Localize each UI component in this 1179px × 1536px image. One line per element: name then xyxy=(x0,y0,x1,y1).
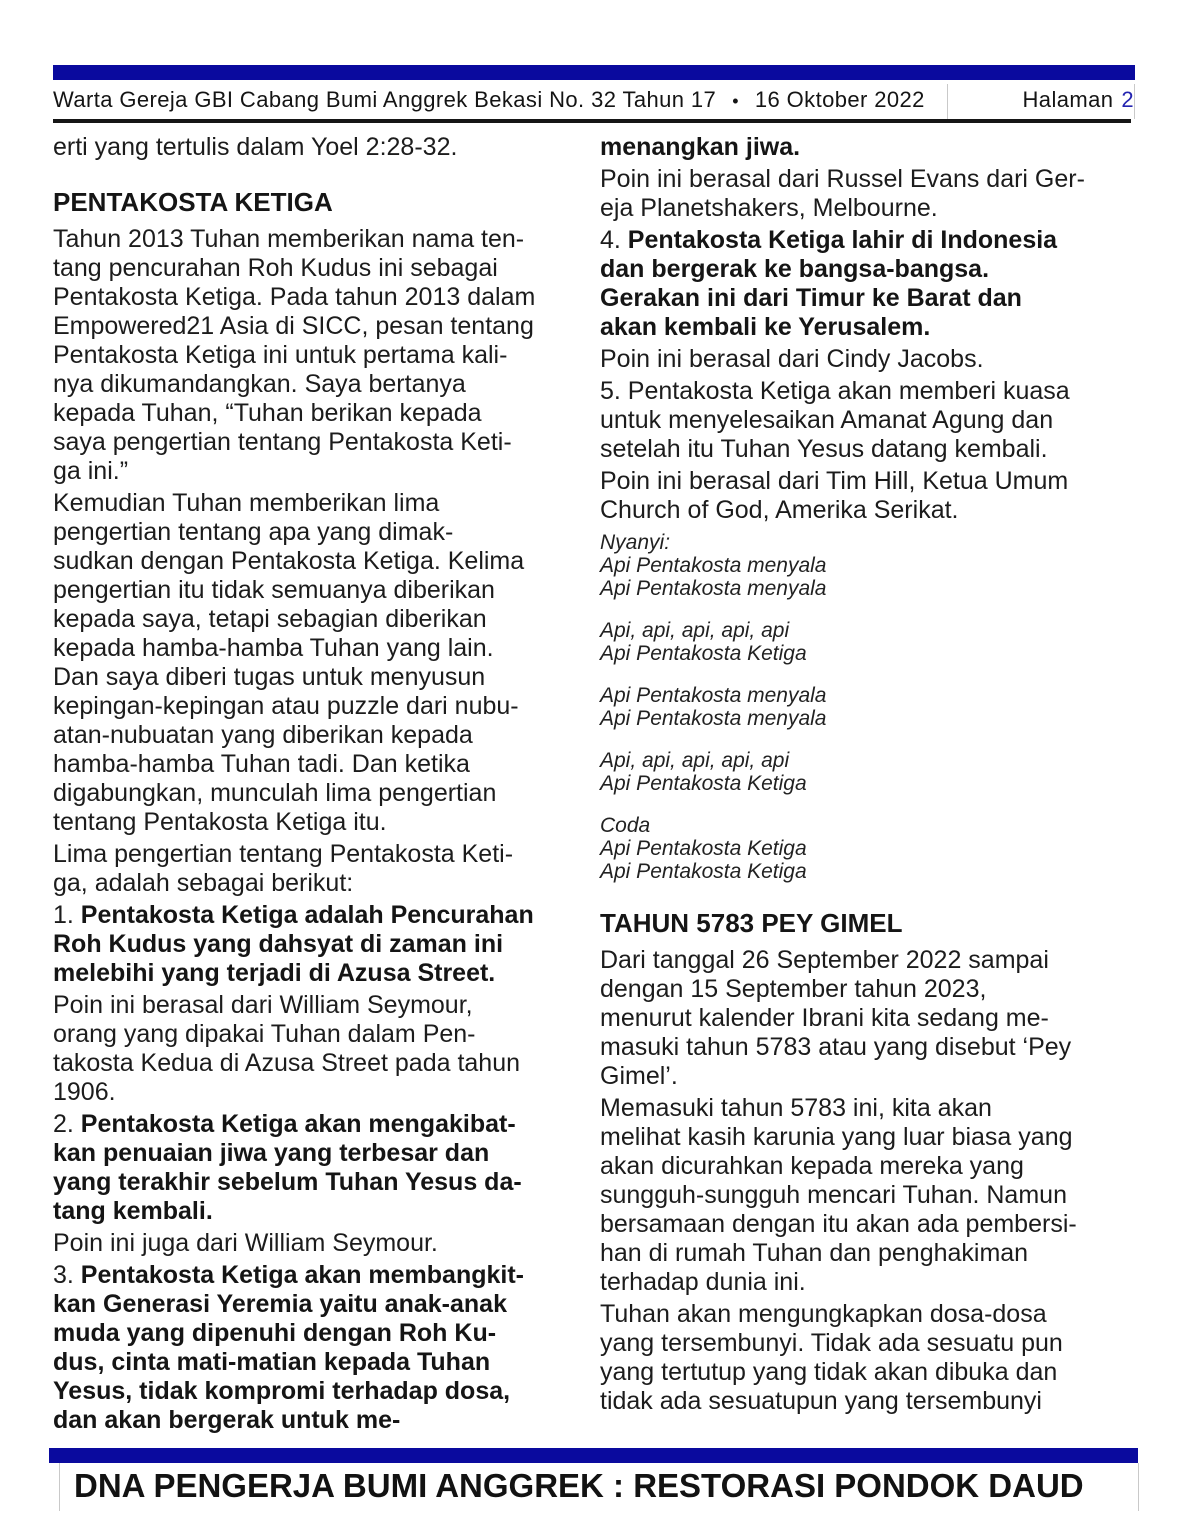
text-line: dengan 15 September tahun 2023, xyxy=(600,975,987,1003)
text-line: terhadap dunia ini. xyxy=(600,1268,806,1296)
text-line: pengertian tentang apa yang dimak- xyxy=(53,518,454,546)
right-column xyxy=(600,133,1140,1419)
text-line: muda yang dipenuhi dengan Roh Ku- xyxy=(53,1319,497,1347)
paragraph xyxy=(53,489,575,837)
header-rule xyxy=(53,119,1131,123)
paragraph xyxy=(600,467,1140,525)
footer-blue-bar xyxy=(49,1448,1138,1463)
text-line: yang terakhir sebelum Tuhan Yesus da- xyxy=(53,1168,522,1196)
paragraph xyxy=(600,377,1140,464)
item-text: Pentakosta Ketiga adalah Pencurahan xyxy=(80,901,534,929)
header-meta-row xyxy=(53,87,1134,113)
text-line: digabungkan, munculah lima pengertian xyxy=(53,779,497,807)
paragraph xyxy=(600,165,1140,223)
page-label: Halaman xyxy=(1022,87,1114,112)
text-line: menurut kalender Ibrani kita sedang me- xyxy=(600,1004,1049,1032)
text-line: dus, cinta mati-matian kepada Tuhan xyxy=(53,1348,491,1376)
footer-left-divider xyxy=(59,1463,60,1511)
text-line: PENTAKOSTA KETIGA xyxy=(53,187,333,217)
item-number: 5. xyxy=(600,377,628,405)
text-line: takosta Kedua di Azusa Street pada tahun xyxy=(53,1049,521,1077)
song-line: Api Pentakosta menyala xyxy=(600,684,827,707)
text-line: sudkan dengan Pentakosta Ketiga. Kelima xyxy=(53,547,525,575)
text-line: melihat kasih karunia yang luar biasa yang xyxy=(600,1123,1073,1151)
song-line: Api Pentakosta menyala xyxy=(600,707,827,730)
text-line: Poin ini berasal dari William Seymour, xyxy=(53,991,473,1019)
bullet-separator-icon: • xyxy=(732,91,739,111)
left-column xyxy=(53,133,575,1438)
text-line: menangkan jiwa. xyxy=(600,133,801,161)
text-line: dan bergerak ke bangsa-bangsa. xyxy=(600,255,990,283)
text-line xyxy=(53,1110,575,1139)
song-line: Api Pentakosta menyala xyxy=(600,577,827,600)
text-line: Lima pengertian tentang Pentakosta Keti- xyxy=(53,840,514,868)
text-line: Poin ini berasal dari Russel Evans dari Ger- xyxy=(600,165,1085,193)
text-line: Pentakosta Ketiga ini untuk pertama kali- xyxy=(53,341,508,369)
text-line: erti yang tertulis dalam Yoel 2:28-32. xyxy=(53,133,458,161)
text-line: Tahun 2013 Tuhan memberikan nama ten- xyxy=(53,225,525,253)
section-heading xyxy=(53,188,575,217)
text-line: atan-nubuatan yang diberikan kepada xyxy=(53,721,473,749)
text-line: Poin ini juga dari William Seymour. xyxy=(53,1229,438,1257)
paragraph xyxy=(53,991,575,1107)
paragraph xyxy=(53,840,575,898)
paragraph xyxy=(53,1261,575,1435)
text-line: tentang Pentakosta Ketiga itu. xyxy=(53,808,387,836)
paragraph xyxy=(600,345,1140,374)
stanza xyxy=(600,814,1140,883)
issue-date: 16 Oktober 2022 xyxy=(754,87,925,112)
item-text: Pentakosta Ketiga akan memberi kuasa xyxy=(627,377,1070,405)
text-line: Gerakan ini dari Timur ke Barat dan xyxy=(600,284,1022,312)
paragraph xyxy=(53,1229,575,1258)
text-line: Kemudian Tuhan memberikan lima xyxy=(53,489,440,517)
text-line: Church of God, Amerika Serikat. xyxy=(600,496,959,524)
text-line: hamba-hamba Tuhan tadi. Dan ketika xyxy=(53,750,470,778)
text-line: dan akan bergerak untuk me- xyxy=(53,1406,401,1434)
item-number: 2. xyxy=(53,1110,81,1138)
text-line: untuk menyelesaikan Amanat Agung dan xyxy=(600,406,1054,434)
page-number: 2 xyxy=(1121,87,1134,112)
song-lyrics xyxy=(600,531,1140,883)
text-line: kan Generasi Yeremia yaitu anak-anak xyxy=(53,1290,507,1318)
section-heading xyxy=(600,909,1140,938)
stanza xyxy=(600,531,1140,600)
song-line: Coda xyxy=(600,814,651,837)
text-line: Roh Kudus yang dahsyat di zaman ini xyxy=(53,930,504,958)
text-line: ga ini.” xyxy=(53,457,129,485)
text-line: Gimel’. xyxy=(600,1062,678,1090)
text-line: Dan saya diberi tugas untuk menyusun xyxy=(53,663,486,691)
stanza xyxy=(600,749,1140,795)
text-line: Tuhan akan mengungkapkan dosa-dosa xyxy=(600,1300,1047,1328)
text-line: pengertian itu tidak semuanya diberikan xyxy=(53,576,495,604)
text-line: 1906. xyxy=(53,1078,116,1106)
bulletin-title: Warta Gereja GBI Cabang Bumi Anggrek Bekasi No. 32 Tahun 17 xyxy=(53,87,717,112)
text-line: masuki tahun 5783 atau yang disebut ‘Pey xyxy=(600,1033,1072,1061)
header-blue-bar xyxy=(53,65,1135,80)
song-line: Api Pentakosta Ketiga xyxy=(600,860,807,883)
song-line: Api Pentakosta Ketiga xyxy=(600,642,807,665)
song-line: Api Pentakosta menyala xyxy=(600,554,827,577)
song-line: Nyanyi: xyxy=(600,531,671,554)
paragraph xyxy=(600,226,1140,342)
text-line: bersamaan dengan itu akan ada pembersi- xyxy=(600,1210,1077,1238)
stanza xyxy=(600,684,1140,730)
text-line: sungguh-sungguh mencari Tuhan. Namun xyxy=(600,1181,1067,1209)
text-line: kepada hamba-hamba Tuhan yang lain. xyxy=(53,634,494,662)
footer-right-divider xyxy=(1138,1463,1139,1511)
paragraph xyxy=(600,133,1140,162)
text-line: ga, adalah sebagai berikut: xyxy=(53,869,354,897)
paragraph xyxy=(600,1094,1140,1297)
text-line xyxy=(53,1261,575,1290)
item-number: 3. xyxy=(53,1261,81,1289)
text-line: kepingan-kepingan atau puzzle dari nubu- xyxy=(53,692,519,720)
text-line: nya dikumandangkan. Saya bertanya xyxy=(53,370,466,398)
paragraph xyxy=(53,133,575,162)
song-line: Api Pentakosta Ketiga xyxy=(600,772,807,795)
item-text: Pentakosta Ketiga akan membangkit- xyxy=(80,1261,524,1289)
text-line: tidak ada sesuatupun yang tersembunyi xyxy=(600,1387,1042,1415)
text-line: kan penuaian jiwa yang terbesar dan xyxy=(53,1139,490,1167)
item-number: 4. xyxy=(600,226,628,254)
text-line: Poin ini berasal dari Cindy Jacobs. xyxy=(600,345,984,373)
paragraph xyxy=(53,225,575,486)
text-line: tang pencurahan Roh Kudus ini sebagai xyxy=(53,254,498,282)
text-line: eja Planetshakers, Melbourne. xyxy=(600,194,938,222)
text-line: Memasuki tahun 5783 ini, kita akan xyxy=(600,1094,992,1122)
stanza xyxy=(600,619,1140,665)
paragraph xyxy=(53,1110,575,1226)
footer-slogan: DNA PENGERJA BUMI ANGGREK : RESTORASI PONDOK DAUD xyxy=(74,1467,1084,1504)
text-line: yang tertutup yang tidak akan dibuka dan xyxy=(600,1358,1058,1386)
text-line: akan kembali ke Yerusalem. xyxy=(600,313,931,341)
text-line: setelah itu Tuhan Yesus datang kembali. xyxy=(600,435,1048,463)
song-line: Api, api, api, api, api xyxy=(600,619,790,642)
text-line: Pentakosta Ketiga. Pada tahun 2013 dalam xyxy=(53,283,536,311)
text-line: tang kembali. xyxy=(53,1197,213,1225)
text-line: orang yang dipakai Tuhan dalam Pen- xyxy=(53,1020,476,1048)
text-line: melebihi yang terjadi di Azusa Street. xyxy=(53,959,496,987)
item-number: 1. xyxy=(53,901,81,929)
text-line: Yesus, tidak kompromi terhadap dosa, xyxy=(53,1377,511,1405)
text-line: yang tersembunyi. Tidak ada sesuatu pun xyxy=(600,1329,1063,1357)
song-line: Api, api, api, api, api xyxy=(600,749,790,772)
item-text: Pentakosta Ketiga lahir di Indonesia xyxy=(627,226,1058,254)
text-line: Poin ini berasal dari Tim Hill, Ketua Umum xyxy=(600,467,1069,495)
text-line: Empowered21 Asia di SICC, pesan tentang xyxy=(53,312,534,340)
song-line: Api Pentakosta Ketiga xyxy=(600,837,807,860)
paragraph xyxy=(53,901,575,988)
text-line xyxy=(600,226,1140,255)
text-line: akan dicurahkan kepada mereka yang xyxy=(600,1152,1024,1180)
header-right-divider xyxy=(1134,84,1135,119)
paragraph xyxy=(600,946,1140,1091)
text-line: Dari tanggal 26 September 2022 sampai xyxy=(600,946,1049,974)
text-line: kepada saya, tetapi sebagian diberikan xyxy=(53,605,487,633)
text-line xyxy=(600,377,1140,406)
text-line: kepada Tuhan, “Tuhan berikan kepada xyxy=(53,399,482,427)
text-line: TAHUN 5783 PEY GIMEL xyxy=(600,908,903,938)
text-line: saya pengertian tentang Pentakosta Keti- xyxy=(53,428,512,456)
text-line xyxy=(53,901,575,930)
paragraph xyxy=(600,1300,1140,1416)
header-cell-divider xyxy=(947,84,948,119)
text-line: han di rumah Tuhan dan penghakiman xyxy=(600,1239,1029,1267)
item-text: Pentakosta Ketiga akan mengakibat- xyxy=(80,1110,516,1138)
